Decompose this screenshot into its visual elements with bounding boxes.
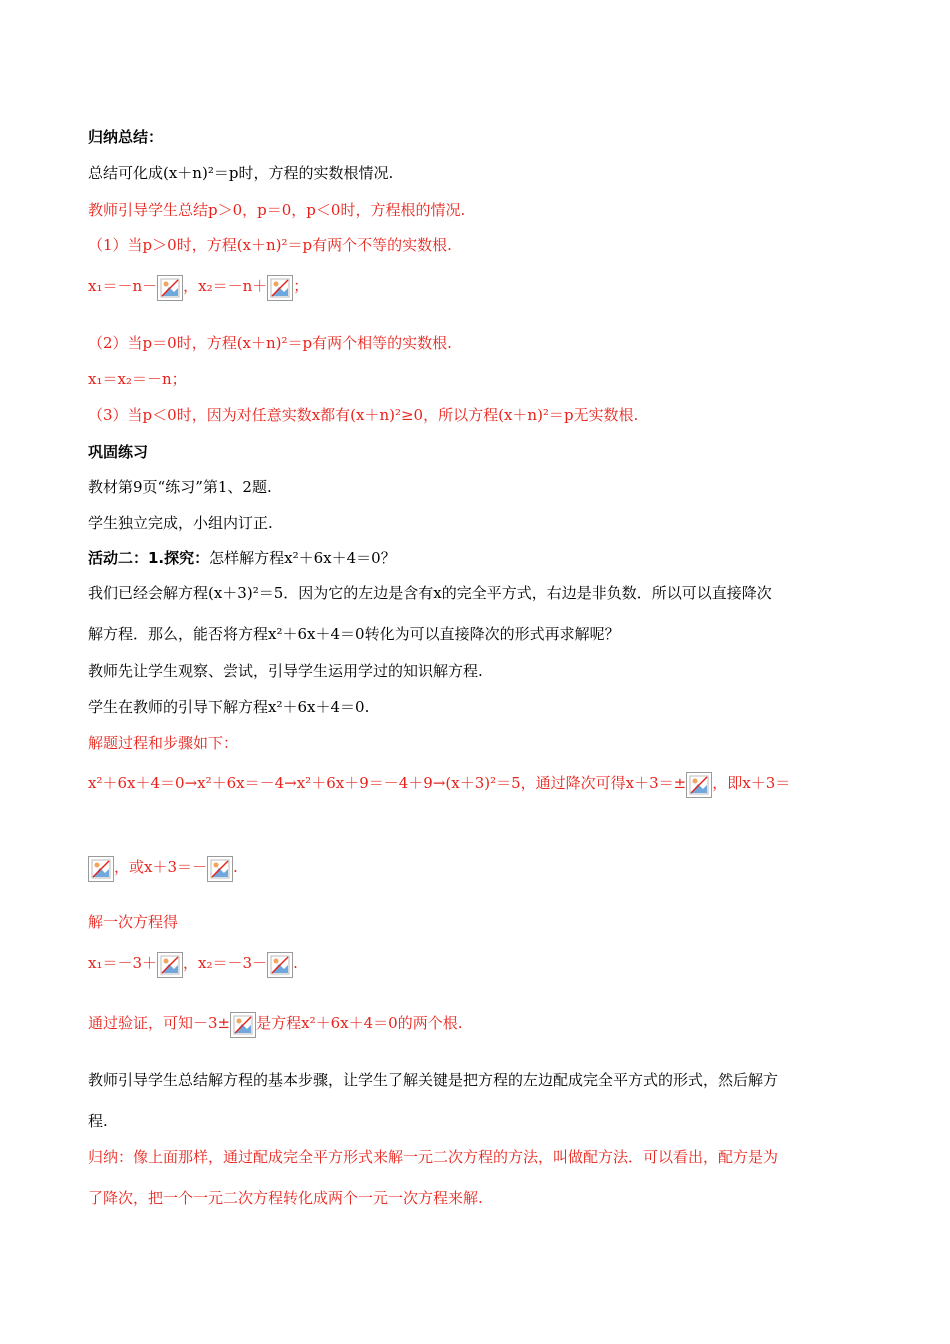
final-end: . [293,954,298,972]
steps-end: . [233,858,238,876]
paragraph-2: 教师先让学生观察、尝试，引导学生运用学过的知识解方程. [88,662,483,680]
conclusion-line-2: 了降次，把一个一元二次方程转化成两个一元一次方程来解. [88,1189,483,1207]
paragraph-3: 学生在教师的引导下解方程x²＋6x＋4＝0. [88,698,370,716]
teacher-guide: 教师引导学生总结p＞0，p＝0，p＜0时，方程根的情况. [88,201,466,219]
broken-image-icon [267,275,293,301]
verify-prefix: 通过验证，可知－3± [88,1014,231,1032]
final-separator: ， [183,954,199,972]
roots-separator: ， [183,277,199,295]
summary-intro: 总结可化成(x＋n)²＝p时，方程的实数根情况. [88,164,394,182]
paragraph-1-line-2: 解方程．那么，能否将方程x²＋6x＋4＝0转化为可以直接降次的形式再求解呢？ [88,625,620,643]
case-3: （3）当p＜0时，因为对任意实数x都有(x＋n)²≥0，所以方程(x＋n)²＝p无实数根. [88,406,639,424]
steps-heading: 解题过程和步骤如下： [88,734,239,752]
case-2: （2）当p＝0时，方程(x＋n)²＝p有两个相等的实数根. [88,334,452,352]
steps-line-1 [88,772,868,798]
final-x1: x₁＝－3＋ [88,954,158,972]
broken-image-icon [686,772,712,798]
broken-image-icon [88,856,114,882]
steps-or: ，或x＋3＝－ [114,858,208,876]
practice-text: 教材第9页“练习”第1、2题. [88,478,272,496]
steps-line-2 [88,856,868,882]
activity-2-label: 活动二：1.探究： [88,549,210,567]
final-x2: x₂＝－3－ [198,954,268,972]
broken-image-icon [230,1012,256,1038]
steps-derivation: x²＋6x＋4＝0→x²＋6x＝－4→x²＋6x＋9＝－4＋9→(x＋3)²＝5，通过降次可得x＋3＝± [88,774,687,792]
case-1-roots [88,275,868,301]
broken-image-icon [157,275,183,301]
case-1: （1）当p＞0时，方程(x＋n)²＝p有两个不等的实数根. [88,236,452,254]
solve-linear: 解一次方程得 [88,913,179,931]
paragraph-1-line-1: 我们已经会解方程(x＋3)²＝5．因为它的左边是含有x的完全平方式，右边是非负数．所以可以直接降次 [88,584,772,602]
verify [88,1012,868,1038]
teacher-summary-line-2: 程. [88,1112,108,1130]
activity-2-question: 怎样解方程x²＋6x＋4＝0？ [209,549,396,567]
broken-image-icon [267,952,293,978]
conclusion-line-1: 归纳：像上面那样，通过配成完全平方形式来解一元二次方程的方法，叫做配方法．可以看出，配方是为 [88,1148,779,1166]
practice-group: 学生独立完成，小组内订正. [88,514,273,532]
teacher-summary-line-1: 教师引导学生总结解方程的基本步骤，让学生了解关键是把方程的左边配成完全平方式的形式，然后解方 [88,1071,779,1089]
roots-end: ； [293,277,309,295]
final-roots [88,952,868,978]
broken-image-icon [157,952,183,978]
x2-expression: x₂＝－n＋ [198,277,268,295]
activity-2 [88,548,868,568]
case-2-roots: x₁＝x₂＝－n； [88,370,187,388]
broken-image-icon [207,856,233,882]
verify-suffix: 是方程x²＋6x＋4＝0的两个根. [256,1014,463,1032]
steps-after: ，即x＋3＝ [712,774,791,792]
heading-summary: 归纳总结： [88,128,164,146]
heading-practice: 巩固练习 [88,443,149,461]
x1-expression: x₁＝－n－ [88,277,158,295]
